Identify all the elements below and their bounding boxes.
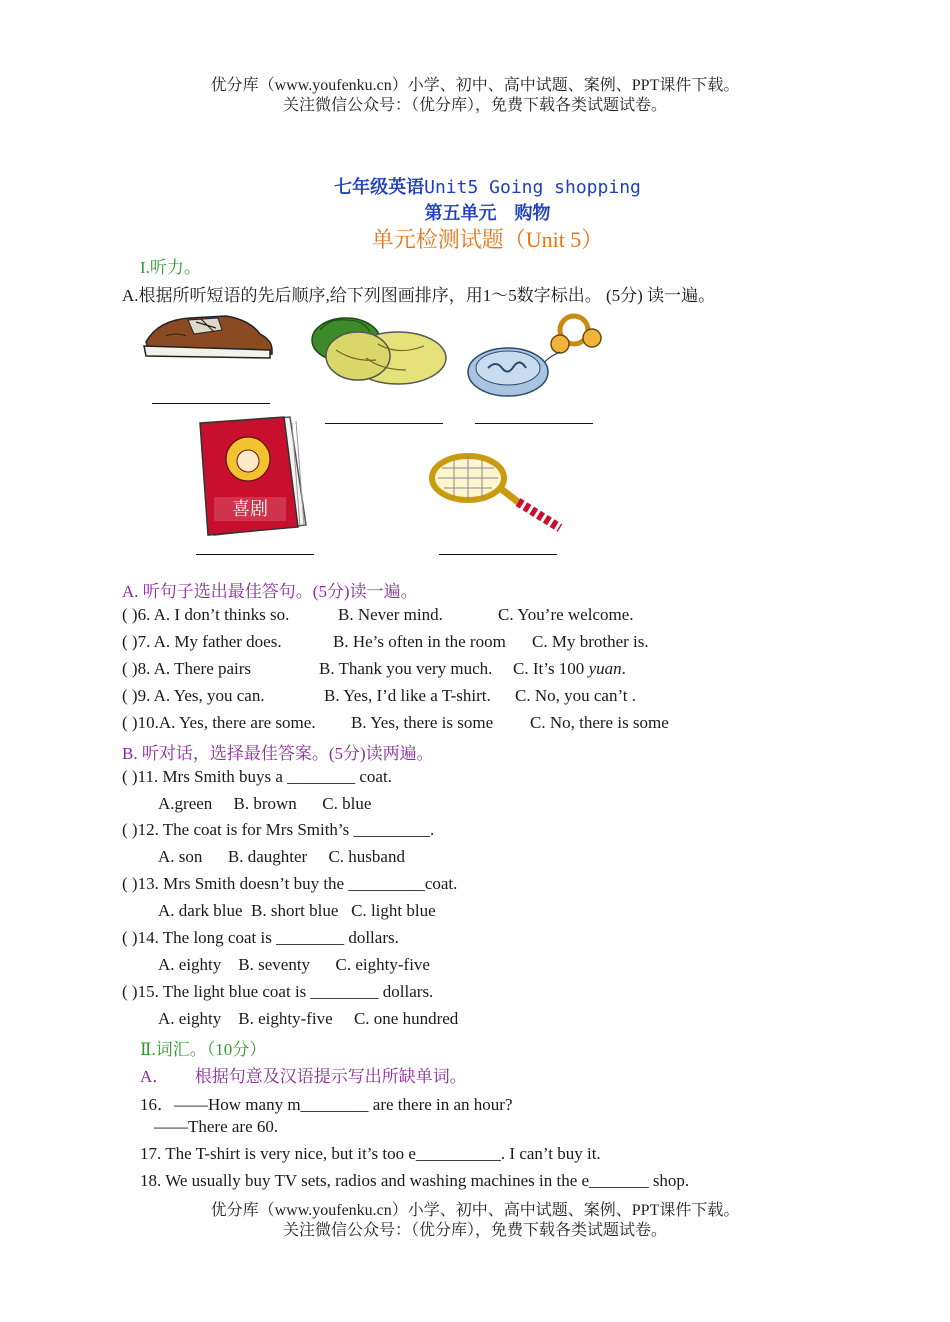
- q12-options: A. son B. daughter C. husband: [158, 847, 405, 866]
- q8-c: [513, 659, 626, 679]
- part-b-heading: B. 听对话，选择最佳答案。(5分)读两遍。: [122, 744, 434, 763]
- q7-b: B. He’s often in the room: [333, 632, 506, 651]
- cd-player-picture: [466, 306, 612, 402]
- section-1-part-a: A.根据所听短语的先后顺序,给下列图画排序，用1～5数字标出。 (5分) 读一遍。: [122, 286, 716, 305]
- q11-options: A.green B. brown C. blue: [158, 794, 372, 813]
- book-label: 喜剧: [232, 499, 268, 520]
- title-line-1: [0, 173, 950, 199]
- footer-line-2: 关注微信公众号：（优分库），免费下载各类试题试卷。: [282, 1222, 667, 1239]
- q16: 16．——How many m________ are there in an hour?: [140, 1095, 513, 1114]
- picture-blank-3[interactable]: [475, 423, 593, 424]
- footer-line-1: 优分库（www.youfenku.cn）小学、初中、高中试题、案例、PPT课件下载。: [210, 1202, 740, 1219]
- q6-a: ( )6. A. I don’t thinks so.: [122, 605, 290, 624]
- q10-b: B. Yes, there is some: [351, 713, 494, 732]
- title-line-3: 单元检测试题（Unit 5）: [371, 227, 604, 252]
- shoes-picture: [138, 306, 280, 366]
- q9-a: ( )9. A. Yes, you can.: [122, 686, 265, 705]
- title-line-2: 第五单元 购物: [424, 203, 551, 223]
- picture-blank-1[interactable]: [152, 403, 270, 404]
- q9-c: C. No, you can’t .: [515, 686, 637, 705]
- q7-c: C. My brother is.: [532, 632, 649, 651]
- section-2-heading: Ⅱ.词汇。（10分）: [140, 1040, 267, 1059]
- q10-a: ( )10.A. Yes, there are some.: [122, 713, 316, 732]
- tennis-racket-picture: [428, 452, 568, 534]
- q13: ( )13. Mrs Smith doesn’t buy the _________coat.: [122, 874, 458, 893]
- picture-blank-5[interactable]: [439, 554, 557, 555]
- section-2-part-a: A． 根据句意及汉语提示写出所缺单词。: [140, 1067, 467, 1086]
- q8-b: B. Thank you very much.: [319, 659, 493, 678]
- q15-options: A. eighty B. eighty-five C. one hundred: [158, 1009, 459, 1028]
- q6-b: B. Never mind.: [338, 605, 443, 624]
- q12: ( )12. The coat is for Mrs Smith’s _________.: [122, 820, 435, 839]
- section-1-heading: I.听力。: [140, 258, 201, 277]
- q17: 17. The T-shirt is very nice, but it’s too e__________. I can’t buy it.: [140, 1144, 601, 1163]
- q15: ( )15. The light blue coat is ________ dollars.: [122, 982, 434, 1001]
- q16-answer: ——There are 60.: [154, 1117, 279, 1136]
- title-cn: 七年级英语: [334, 177, 425, 197]
- picture-blank-4[interactable]: [196, 554, 314, 555]
- q13-options: A. dark blue B. short blue C. light blue: [158, 901, 436, 920]
- q14: ( )14. The long coat is ________ dollars.: [122, 928, 399, 947]
- q8-c-italic: yuan: [588, 659, 622, 678]
- cabbage-picture: [306, 310, 452, 386]
- q8-c-end: .: [621, 659, 626, 678]
- comic-book-picture: [192, 415, 310, 539]
- part-a-heading: A. 听句子选出最佳答句。(5分)读一遍。: [122, 582, 418, 601]
- q10-c: C. No, there is some: [530, 713, 669, 732]
- q9-b: B. Yes, I’d like a T-shirt.: [324, 686, 491, 705]
- q14-options: A. eighty B. seventy C. eighty-five: [158, 955, 430, 974]
- question-6: [122, 605, 289, 625]
- title-en: Unit5 Going shopping: [424, 177, 641, 198]
- header-line-1: 优分库（www.youfenku.cn）小学、初中、高中试题、案例、PPT课件下载。: [210, 77, 740, 94]
- q8-a: ( )8. A. There pairs: [122, 659, 252, 678]
- q18: 18. We usually buy TV sets, radios and washing machines in the e_______ shop.: [140, 1171, 690, 1190]
- q6-c: C. You’re welcome.: [498, 605, 634, 624]
- q11: ( )11. Mrs Smith buys a ________ coat.: [122, 767, 392, 786]
- picture-blank-2[interactable]: [325, 423, 443, 424]
- header-line-2: 关注微信公众号：（优分库），免费下载各类试题试卷。: [282, 97, 667, 114]
- q8-c-text: C. It’s 100: [513, 659, 589, 678]
- q7-a: ( )7. A. My father does.: [122, 632, 282, 651]
